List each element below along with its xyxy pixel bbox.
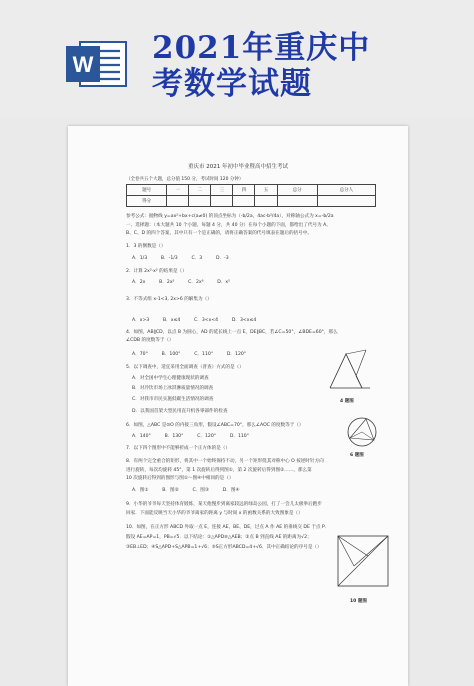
table-cell: 总分 <box>277 185 317 196</box>
question-5: 5．以下调查中，适宜采用全面调查（普查）方式的是（） <box>126 365 244 370</box>
table-cell: 一 <box>167 185 189 196</box>
table-row <box>127 196 376 207</box>
section-heading-cont: B、C、D 的四个答案，其中只有一个是正确的，请将正确答案的代号填表在题后的括号中。 <box>126 231 312 236</box>
question-5-option-b: B．对冷饮市场上冰淇淋质量情况的调查 <box>132 386 214 391</box>
question-4: 4．如图，AB∥CD，以点 B 为圆心，AD 的延长线上一点 E，DE∥BC，若∠C=50°，∠BDE=60°，那么 <box>126 330 338 335</box>
table-cell: 题号 <box>127 185 167 196</box>
question-3-options: A．x>3 B．x≤4 C．3<x<4 D．3<x≤4 <box>132 318 257 323</box>
page-title <box>152 30 370 102</box>
question-4-cont: ∠CDB 的度数等于（） <box>126 338 174 343</box>
word-document-icon <box>66 36 128 92</box>
question-6: 6．如图，△ABC 是⊙O 的内接三角形，假设∠ABC=70°，那么∠AOC 的度数等于（） <box>126 423 304 428</box>
table-cell: 总分人 <box>317 185 375 196</box>
table-cell <box>317 196 375 207</box>
table-cell <box>233 196 255 207</box>
question-2-options: A．2x B．2x⁵ C．2x⁶ D．x⁵ <box>132 280 230 285</box>
section-heading: 一、选择题：（本大题共 10 个小题，每题 4 分，共 40 分）在每个小题的下面，都给出了代号为 A、 <box>126 223 331 228</box>
title-line-2: 考数学试题 <box>152 66 312 102</box>
exam-paper-preview[interactable] <box>68 126 408 686</box>
figure-10-diagram <box>334 530 392 596</box>
question-3: 3．不等式组 x-1<3, 2x>6 的解集为（） <box>126 297 212 302</box>
table-cell: 二 <box>189 185 211 196</box>
question-5-option-d: D．以我国首架大型民用直升机各零部件的检查 <box>132 409 228 414</box>
question-8-cont-2: 10 次旋转后得到的图形与图①～图④中相同的是（） <box>126 476 234 481</box>
question-10-cont-2: ③EB⊥ED；④S△APD+S△APB=1+√6；⑤S正方形ABCD=4+√6．其中正确结论的序号是（） <box>126 545 322 550</box>
question-6-options: A．140° B．130° C．120° D．110° <box>132 434 250 439</box>
table-cell: 四 <box>233 185 255 196</box>
figure-4-label: 4 题图 <box>340 399 354 404</box>
score-table <box>126 184 376 207</box>
question-2: 2．计算 2x³·x² 的结果是（） <box>126 269 187 274</box>
header-banner <box>0 0 474 118</box>
table-cell <box>189 196 211 207</box>
table-cell: 三 <box>211 185 233 196</box>
question-5-option-c: C．对我市市民实施低碳生活情况的调查 <box>132 397 214 402</box>
table-cell: 五 <box>255 185 277 196</box>
figure-10-label: 10 题图 <box>350 599 367 604</box>
question-8: 8．有两个完全重合的矩形，将其中一个始终保持不动，另一个矩形绕其对称中心 O 按逆时针方向 <box>126 459 324 464</box>
table-cell <box>211 196 233 207</box>
question-8-cont-1: 进行旋转，每次均旋转 45°，第 1 次旋转后得到图①，第 2 次旋转后得到图②……，那么第 <box>126 468 312 473</box>
question-9: 9．小华的爷爷每天坚持体育锻炼，某天他慢步到离家较远的绿岛公园，打了一会儿太极拳后跑步 <box>126 502 322 507</box>
figure-4-diagram <box>326 346 376 396</box>
svg-text:W: W <box>72 52 94 77</box>
question-10-cont-1: 假设 AE=AP=1，PB=√5．以下结论：①△APD≌△AEB；②点 B 到直线 AE 的距离为√2； <box>126 535 312 540</box>
formula-line: 参考公式：抛物线 y=ax²+bx+c(a≠0) 的顶点坐标为（-b/2a，4ac-b²/4a），对称轴公式为 x=-b/2a <box>126 214 334 219</box>
question-4-options: A．70° B．100° C．110° D．120° <box>132 352 247 357</box>
table-cell <box>167 196 189 207</box>
table-row <box>127 185 376 196</box>
question-9-cont: 回家．下面能反映当天小华的爷爷离家的距离 y 与时间 x 的函数关系的大致图象是（） <box>126 511 303 516</box>
figure-6-label: 6 题图 <box>350 453 364 458</box>
figure-6-diagram <box>344 414 380 450</box>
question-7: 7．以下四个图形中不能够折成一个正方体的是（） <box>126 446 230 451</box>
table-cell: 得分 <box>127 196 167 207</box>
question-8-options: A．图① B．图② C．图③ D．图④ <box>132 488 240 493</box>
question-1-options: A．1/3 B．-1/3 C．3 D．-3 <box>132 256 229 261</box>
question-10: 10．如图，在正方形 ABCD 外取一点 E，连接 AE、BE、DE，过点 A 作 AE 的垂线交 DE 于点 P． <box>126 525 330 530</box>
question-1: 1．3 的倒数是（） <box>126 244 166 249</box>
question-5-option-a: A．对全国中学生心理健康现状的调查 <box>132 376 209 381</box>
title-line-1: 2021年重庆中 <box>152 30 371 66</box>
table-cell <box>277 196 317 207</box>
exam-intro: （全卷共五个大题，总分值 150 分，考试时间 120 分钟） <box>126 177 244 182</box>
table-cell <box>255 196 277 207</box>
exam-title: 重庆市 2021 年初中毕业暨高中招生考试 <box>188 164 288 170</box>
